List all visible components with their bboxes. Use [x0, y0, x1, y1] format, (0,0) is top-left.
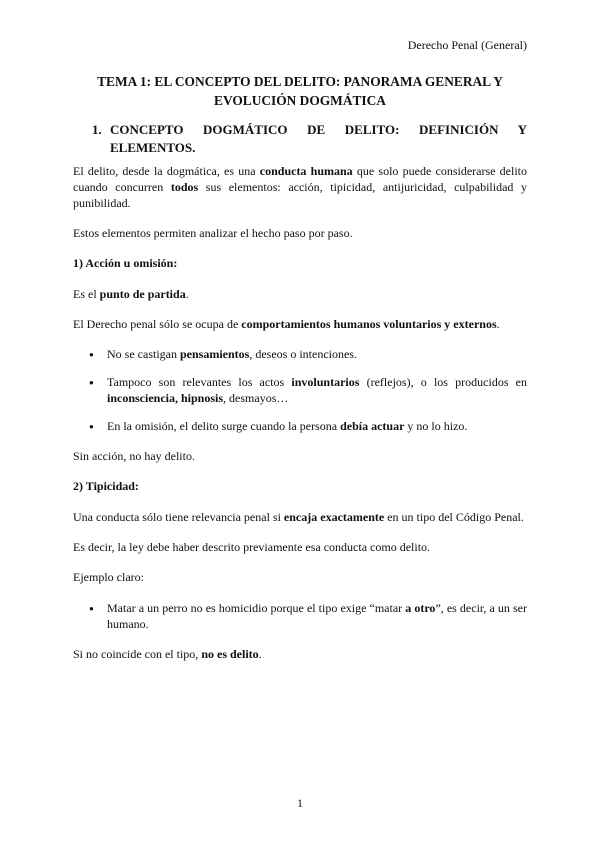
section-number: 1. [92, 122, 102, 137]
subsection-heading-tipicidad: 2) Tipicidad: [73, 479, 139, 494]
document-title [73, 72, 527, 111]
tipicidad-paragraph-2: Es decir, la ley debe haber descrito previamente esa conducta como delito. [73, 540, 431, 555]
page-number: 1 [297, 796, 303, 810]
document-body [73, 164, 527, 677]
tipicidad-paragraph-3: Ejemplo claro: [73, 570, 144, 585]
accion-closing: Sin acción, no hay delito. [73, 449, 195, 464]
list-item: ● En la omisión, el delito surge cuando la persona debía actuar y no lo hizo. [73, 419, 527, 435]
intro-paragraph-2: Estos elementos permiten analizar el hecho paso por paso. [73, 225, 353, 240]
section-heading [92, 121, 527, 156]
tipicidad-bullet-list [73, 601, 527, 633]
intro-paragraph: El delito, desde la dogmática, es una conducta humana que solo puede considerarse delito cuando concurren todos sus elementos: acción, tipicidad, antijuricidad, culpabilidad y punibilidad. [73, 164, 528, 210]
tipicidad-paragraph-1: Una conducta sólo tiene relevancia penal si encaja exactamente en un tipo del Código Penal. [73, 509, 524, 524]
title-line-1: TEMA 1: EL CONCEPTO DEL DELITO: PANORAMA GENERAL Y [97, 74, 503, 89]
list-item: ● No se castigan pensamientos, deseos o intenciones. [73, 347, 527, 363]
subsection-heading-accion: 1) Acción u omisión: [73, 256, 178, 271]
title-line-2: EVOLUCIÓN DOGMÁTICA [214, 93, 386, 109]
running-header: Derecho Penal (General) [407, 38, 527, 52]
accion-paragraph-1: Es el punto de partida. [73, 286, 189, 301]
accion-bullet-list [73, 347, 527, 434]
list-item: ● Matar a un perro no es homicidio porque el tipo exige “matar a otro”, es decir, a un ser humano. [73, 601, 527, 633]
section-heading-text: CONCEPTO DOGMÁTICO DE DELITO: DEFINICIÓN Y ELEMENTOS. [110, 122, 527, 155]
tipicidad-closing: Si no coincide con el tipo, no es delito. [73, 646, 262, 661]
list-item: ● Tampoco son relevantes los actos involuntarios (reflejos), o los producidos en inconsciencia, hipnosis, desmayos… [73, 375, 527, 407]
accion-paragraph-2: El Derecho penal sólo se ocupa de comportamientos humanos voluntarios y externos. [73, 316, 500, 331]
